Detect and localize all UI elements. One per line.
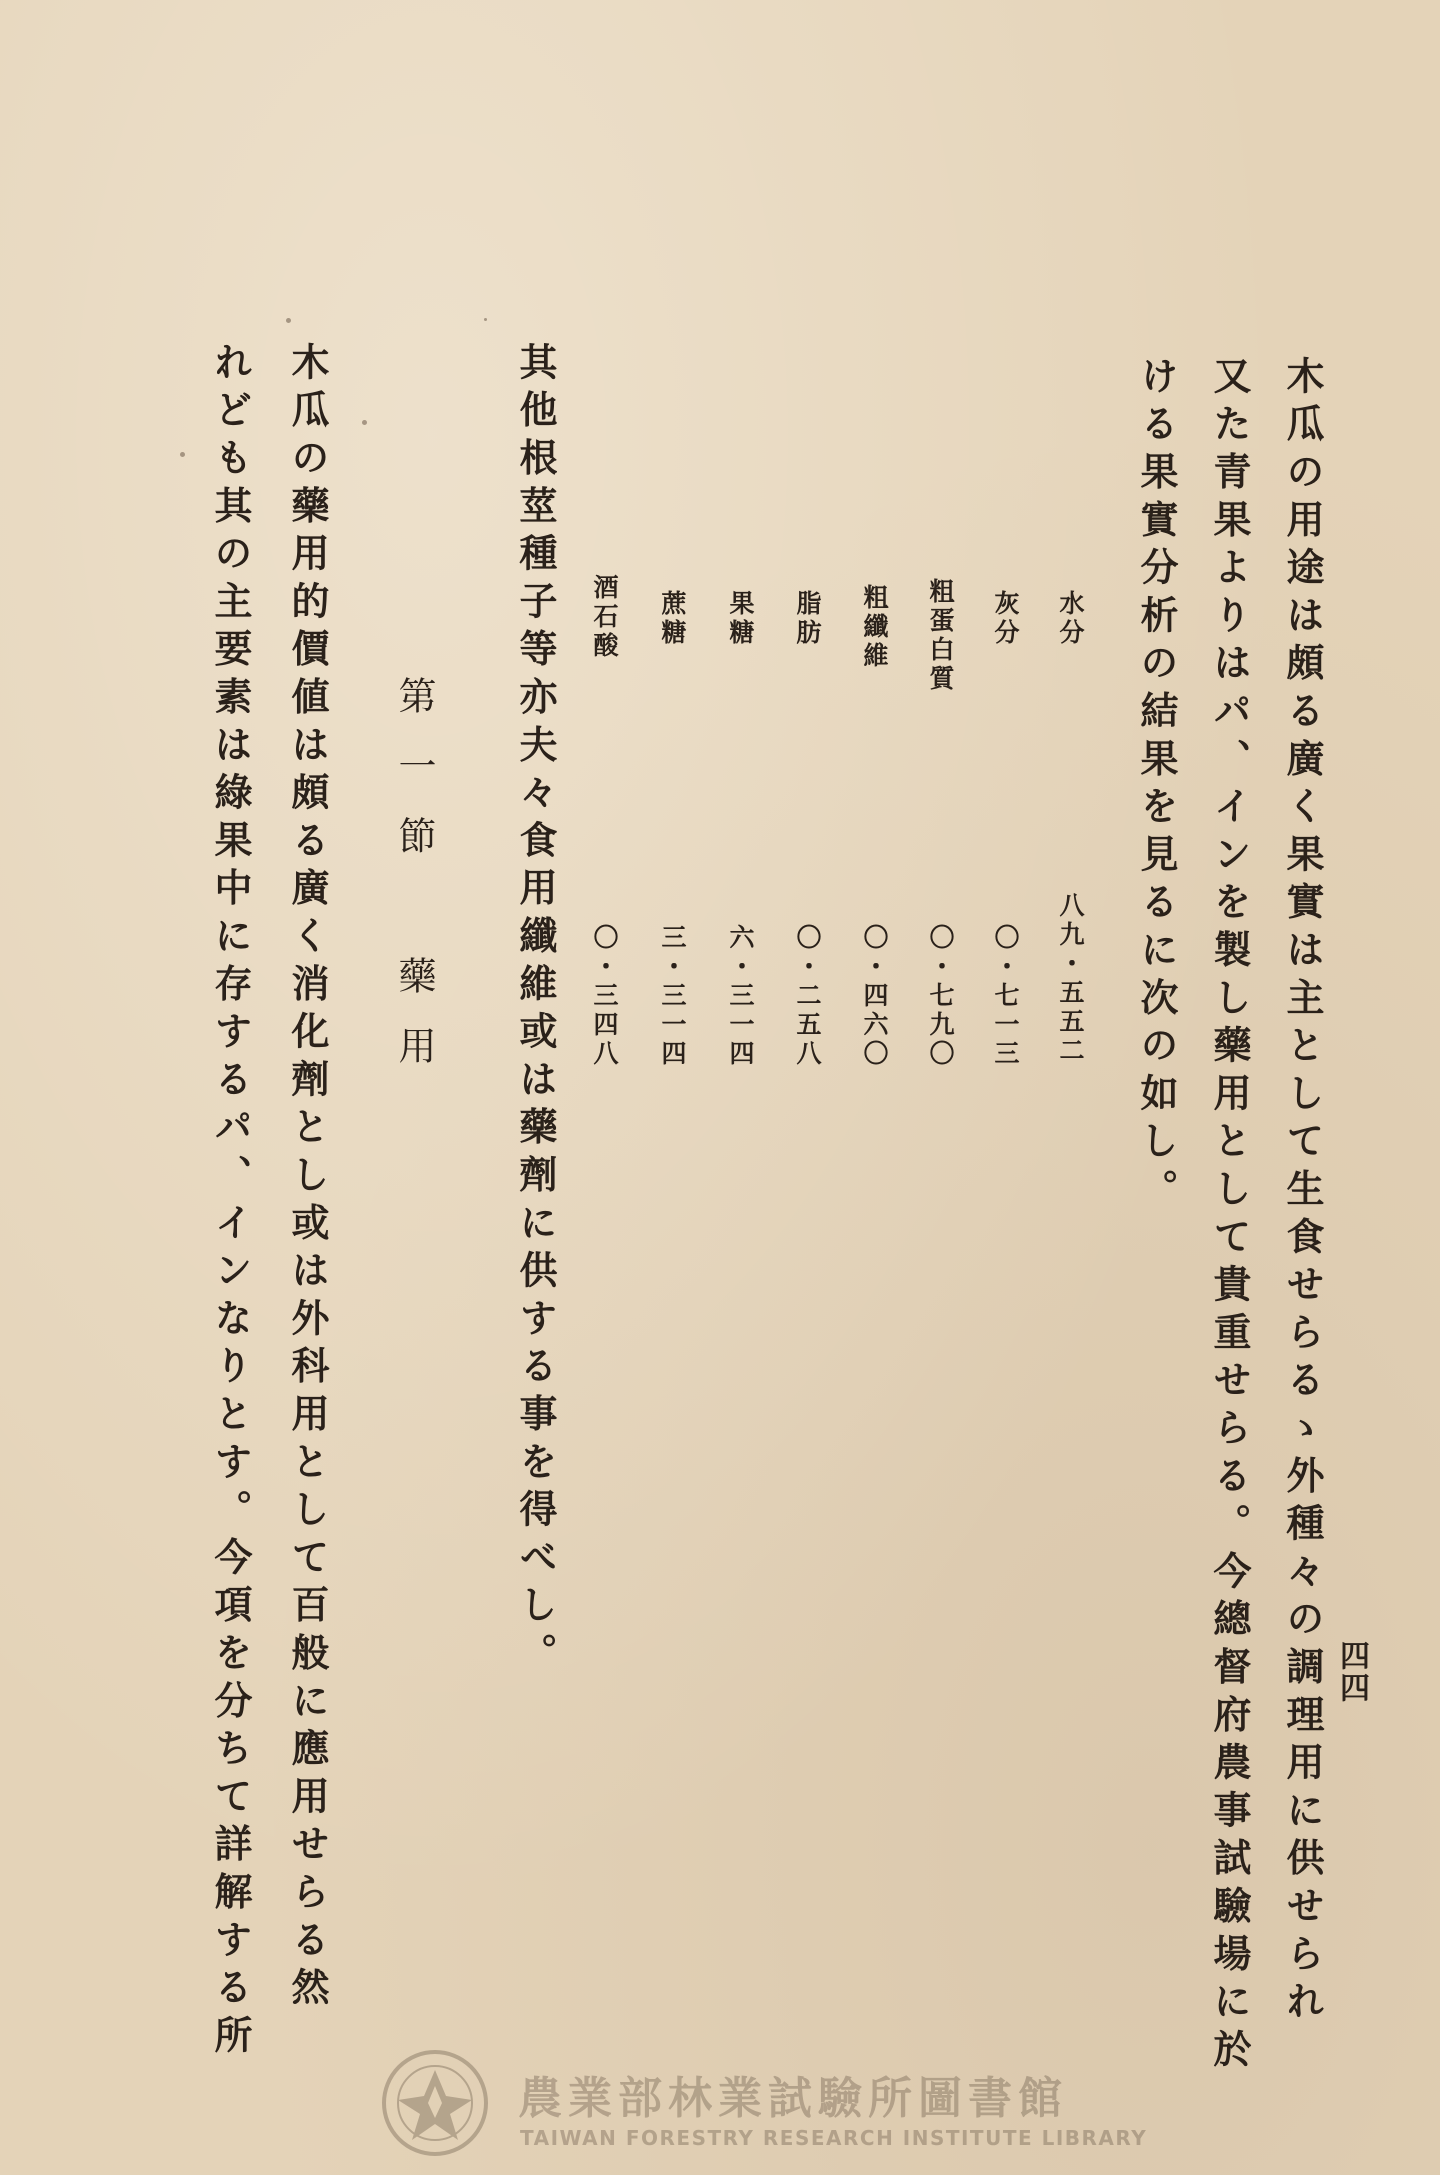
table-label-fat: 脂肪: [793, 590, 822, 648]
paragraph-2: 其他根莖種子等亦夫々食用纖維或は藥劑に供する事を得べし。: [513, 342, 558, 1681]
table-value-sucrose: 三・三一四: [658, 924, 687, 1069]
table-value-tartaric-acid: 〇・三四八: [590, 924, 619, 1069]
library-watermark: [380, 2048, 1148, 2158]
table-label-crude-protein: 粗蛋白質: [926, 578, 955, 694]
paragraph-3-line-2: れども其の主要素は綠果中に存するパ、インなりとす。今項を分ちて詳解する所: [208, 342, 253, 2063]
paper-speck: [362, 420, 367, 425]
table-value-crude-fiber: 〇・四六〇: [860, 924, 889, 1069]
paper-speck: [484, 318, 487, 321]
table-value-crude-protein: 〇・七九〇: [926, 924, 955, 1069]
paragraph-1-line-1: 木瓜の用途は頗る廣く果實は主として生食せらるゝ外種々の調理用に供せられ: [1280, 356, 1325, 2029]
paper-speck: [286, 318, 291, 323]
watermark-name-cn: 農業部林業試驗所圖書館: [518, 2073, 1068, 2124]
section-heading: 第一節 藥用: [392, 676, 436, 1096]
paragraph-1-line-2: 又た青果よりはパ、インを製し藥用として貴重せらる。今總督府農事試驗場に於: [1207, 356, 1252, 2077]
table-label-sucrose: 蔗糖: [658, 590, 687, 648]
table-label-moisture: 水分: [1056, 590, 1085, 648]
page-number: 四四: [1334, 1640, 1369, 1704]
table-label-ash: 灰分: [991, 590, 1020, 648]
table-value-moisture: 八九・五五二: [1056, 892, 1085, 1066]
watermark-name-en: TAIWAN FORESTRY RESEARCH INSTITUTE LIBRARY: [520, 2126, 1148, 2150]
table-label-fructose: 果糖: [726, 590, 755, 648]
paragraph-1-line-3: ける果實分析の結果を見るに次の如し。: [1134, 356, 1179, 1217]
library-seal-icon: [380, 2048, 490, 2158]
table-label-crude-fiber: 粗纖維: [860, 584, 889, 671]
table-value-fructose: 六・三一四: [726, 924, 755, 1069]
paragraph-3-line-1: 木瓜の藥用的價値は頗る廣く消化劑とし或は外科用として百般に應用せらる然: [285, 342, 330, 2015]
table-label-tartaric-acid: 酒石酸: [590, 574, 619, 661]
table-value-ash: 〇・七一三: [991, 924, 1020, 1069]
table-value-fat: 〇・二五八: [793, 924, 822, 1069]
paper-speck: [180, 452, 185, 457]
